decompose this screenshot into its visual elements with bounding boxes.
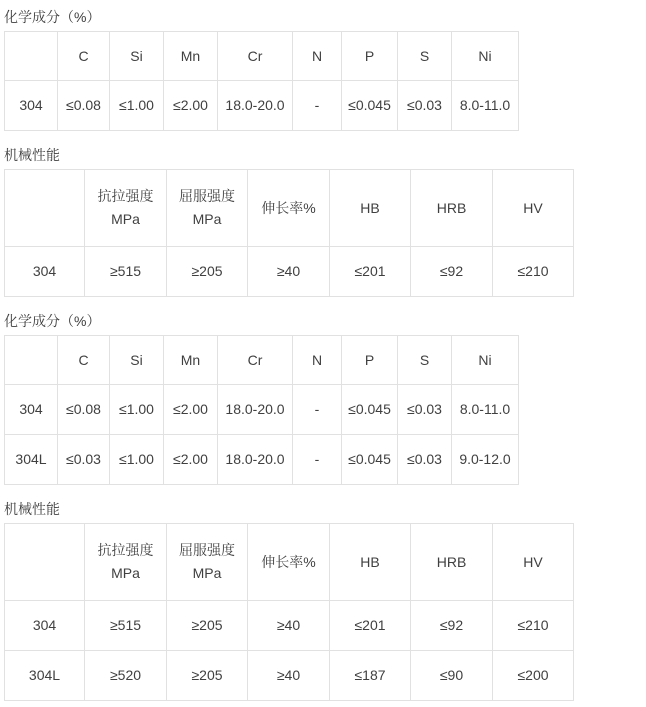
header-cell-hb [330, 170, 411, 247]
section-title: 机械性能 [4, 147, 60, 163]
data-cell: ≤0.08 [58, 385, 110, 435]
data-cell: ≤1.00 [110, 385, 164, 435]
data-cell: ≥205 [167, 247, 248, 297]
section-chemical-composition-1 [4, 9, 646, 131]
header-cell-si: Si [110, 32, 164, 81]
row-label: 304L [5, 435, 58, 485]
header-line-2: MPa [111, 565, 140, 581]
page [4, 9, 646, 701]
header-cell-hv [493, 170, 574, 247]
data-cell: ≤187 [330, 651, 411, 701]
data-cell: 9.0-12.0 [452, 435, 519, 485]
header-cell-hv [493, 524, 574, 601]
header-cell-cr: Cr [218, 336, 293, 385]
header-cell-blank [5, 524, 85, 601]
header-cell-cr: Cr [218, 32, 293, 81]
data-cell: ≤0.045 [342, 435, 398, 485]
header-cell-s: S [398, 32, 452, 81]
data-cell: ≤0.045 [342, 81, 398, 131]
data-cell: ≤2.00 [164, 81, 218, 131]
data-cell: ≤92 [411, 601, 493, 651]
data-cell: ≤1.00 [110, 81, 164, 131]
header-line-1: 抗拉强度 [97, 188, 154, 204]
header-cell-elongation [248, 524, 330, 601]
header-cell-yield-strength [167, 524, 248, 601]
data-cell: ≥515 [85, 247, 167, 297]
row-label: 304 [5, 247, 85, 297]
header-line-2: MPa [192, 211, 222, 227]
mechanical-properties-table-1 [4, 169, 574, 297]
data-cell: ≤0.03 [398, 435, 452, 485]
chemical-composition-table-2 [4, 335, 519, 485]
header-line-2: MPa [192, 565, 222, 581]
header-cell-c: C [58, 32, 110, 81]
section-title: 机械性能 [4, 501, 60, 517]
data-cell: - [293, 435, 342, 485]
header-line-1: HB [360, 199, 380, 216]
header-cell-blank [5, 32, 58, 81]
header-cell-yield-strength [167, 170, 248, 247]
header-line-1: HRB [436, 553, 467, 570]
mechanical-properties-table-2 [4, 523, 574, 701]
data-cell: ≤92 [411, 247, 493, 297]
data-cell: ≤90 [411, 651, 493, 701]
header-line-1: 伸长率% [261, 553, 316, 570]
data-cell: 8.0-11.0 [452, 81, 519, 131]
section-mechanical-properties-2 [4, 501, 646, 701]
data-cell: ≥40 [248, 601, 330, 651]
row-label: 304 [5, 385, 58, 435]
data-cell: ≤210 [493, 247, 574, 297]
header-cell-c: C [58, 336, 110, 385]
header-line-1: 屈服强度 [179, 188, 235, 204]
data-cell: ≤201 [330, 247, 411, 297]
section-title: 化学成分（%） [4, 9, 101, 25]
table-row [5, 601, 574, 651]
data-cell: ≤0.03 [398, 385, 452, 435]
data-cell: ≥40 [248, 247, 330, 297]
table-row [5, 385, 519, 435]
header-cell-tensile-strength [85, 170, 167, 247]
data-cell: ≥515 [85, 601, 167, 651]
header-cell-ni: Ni [452, 336, 519, 385]
row-label: 304L [5, 651, 85, 701]
table-header-row [5, 170, 574, 247]
data-cell: ≤210 [493, 601, 574, 651]
header-cell-blank [5, 170, 85, 247]
table-header-row [5, 32, 519, 81]
table-row [5, 651, 574, 701]
table-header-row [5, 524, 574, 601]
table-row [5, 435, 519, 485]
header-cell-elongation [248, 170, 330, 247]
row-label: 304 [5, 81, 58, 131]
row-label: 304 [5, 601, 85, 651]
header-cell-mn: Mn [164, 32, 218, 81]
section-mechanical-properties-1 [4, 147, 646, 297]
table-header-row [5, 336, 519, 385]
data-cell: ≤200 [493, 651, 574, 701]
data-cell: ≥205 [167, 651, 248, 701]
data-cell: ≤2.00 [164, 435, 218, 485]
data-cell: - [293, 81, 342, 131]
data-cell: 18.0-20.0 [218, 81, 293, 131]
data-cell: 18.0-20.0 [218, 435, 293, 485]
data-cell: 8.0-11.0 [452, 385, 519, 435]
header-cell-ni: Ni [452, 32, 519, 81]
data-cell: ≤0.045 [342, 385, 398, 435]
header-cell-hrb [411, 524, 493, 601]
data-cell: ≤201 [330, 601, 411, 651]
header-line-1: HV [523, 199, 543, 216]
header-line-1: 屈服强度 [179, 542, 235, 558]
header-line-1: 抗拉强度 [97, 542, 154, 558]
data-cell: ≤0.08 [58, 81, 110, 131]
header-cell-s: S [398, 336, 452, 385]
header-cell-p: P [342, 32, 398, 81]
data-cell: - [293, 385, 342, 435]
data-cell: ≥40 [248, 651, 330, 701]
header-line-1: HV [523, 553, 543, 570]
header-line-1: HRB [436, 199, 467, 216]
header-cell-n: N [293, 336, 342, 385]
data-cell: ≤0.03 [58, 435, 110, 485]
data-cell: 18.0-20.0 [218, 385, 293, 435]
header-cell-si: Si [110, 336, 164, 385]
chemical-composition-table-1 [4, 31, 519, 131]
data-cell: ≥520 [85, 651, 167, 701]
header-cell-tensile-strength [85, 524, 167, 601]
header-line-1: HB [360, 553, 380, 570]
data-cell: ≤2.00 [164, 385, 218, 435]
header-cell-hrb [411, 170, 493, 247]
section-title: 化学成分（%） [4, 313, 101, 329]
header-cell-n: N [293, 32, 342, 81]
header-cell-hb [330, 524, 411, 601]
header-line-1: 伸长率% [261, 199, 316, 216]
data-cell: ≤0.03 [398, 81, 452, 131]
table-row [5, 247, 574, 297]
data-cell: ≥205 [167, 601, 248, 651]
header-cell-blank [5, 336, 58, 385]
header-cell-p: P [342, 336, 398, 385]
header-cell-mn: Mn [164, 336, 218, 385]
data-cell: ≤1.00 [110, 435, 164, 485]
header-line-2: MPa [111, 211, 140, 227]
section-chemical-composition-2 [4, 313, 646, 485]
table-row [5, 81, 519, 131]
